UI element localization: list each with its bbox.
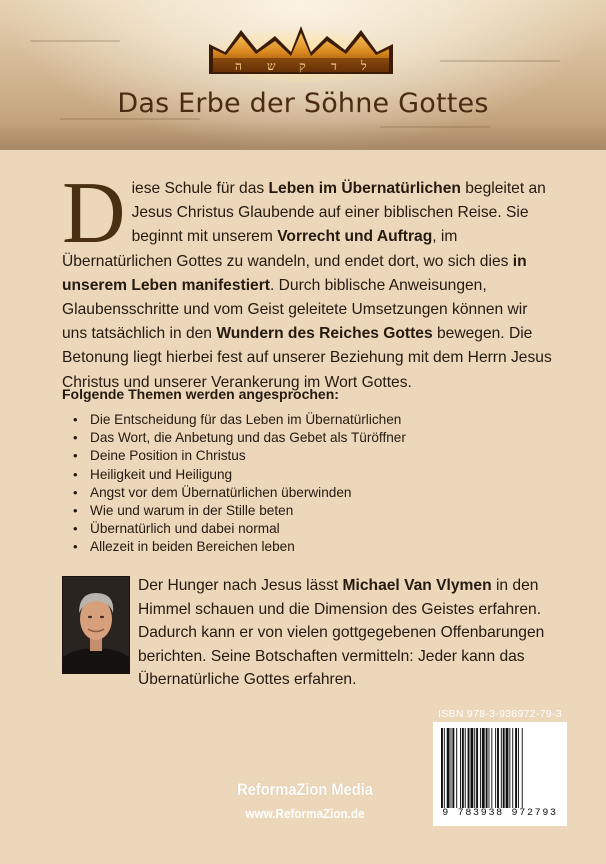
bullet-icon: • — [73, 484, 78, 500]
parchment-texture — [30, 40, 120, 42]
drop-cap: D — [62, 165, 126, 262]
description-text-run: begleitet an Jesus Christus Glaubende auf einer biblischen Reise. Sie beginnt mit unserem — [131, 180, 546, 246]
description-paragraph — [62, 165, 554, 395]
bullet-icon: • — [73, 448, 78, 464]
barcode-digits: 9 783938 972793 — [442, 808, 558, 819]
barcode-bar — [447, 728, 450, 808]
barcode-bar — [495, 728, 496, 808]
barcode-bar — [470, 728, 473, 808]
barcode — [433, 722, 567, 826]
publisher-name: ReformaZion Media — [237, 780, 373, 799]
barcode-bar — [512, 728, 513, 808]
barcode-bar — [460, 728, 461, 808]
topic-list-item — [62, 502, 482, 520]
barcode-bar — [476, 728, 478, 808]
topic-list-item — [62, 484, 482, 502]
author-text-run: in den Himmel schauen und die Dimension des Geistes erfahren. Dadurch kann er von vielen gottgegebenen Offenbarungen berichten. Seine Botschaften vermitteln: Jeder kann das Übernatürliche Gottes erfahren. — [138, 577, 545, 689]
topics-list — [62, 411, 482, 557]
topic-list-item — [62, 538, 482, 556]
description-text-run: bewegen. Die Betonung liegt hierbei fest auf unserer Beziehung mit dem Herrn Jesus Christus und unserer Verankerung im Wort Gottes. — [62, 325, 552, 391]
barcode-bar — [503, 728, 505, 808]
description-text — [62, 165, 552, 391]
svg-text:ל: ל — [361, 59, 367, 73]
isbn-label: ISBN 978-3-938972-79-3 — [438, 708, 562, 720]
svg-text:ש: ש — [267, 59, 276, 73]
bullet-icon: • — [73, 430, 78, 446]
author-bio — [138, 574, 558, 692]
topic-list-item — [62, 429, 482, 447]
publisher-website: www.ReformaZion.de — [245, 806, 365, 821]
svg-text:ק: ק — [299, 59, 306, 73]
topic-text: Deine Position in Christus — [90, 448, 246, 464]
barcode-bar — [491, 728, 492, 808]
crown-icon — [205, 22, 397, 84]
description-text-run: , im Übernatürlichen Gottes zu wandeln, und endet dort, wo sich dies — [62, 228, 513, 270]
barcode-bar — [451, 728, 452, 808]
barcode-bar — [456, 728, 457, 808]
barcode-bar — [465, 728, 466, 808]
author-bio-text — [138, 577, 544, 688]
barcode-bar — [509, 728, 510, 808]
description-emphasis: in unserem Leben manifestiert — [62, 252, 527, 294]
barcode-bar — [444, 728, 445, 808]
header-shade — [0, 122, 606, 150]
topic-text: Allezeit in beiden Bereichen leben — [90, 539, 295, 555]
description-emphasis: Vorrecht und Auftrag — [277, 228, 433, 246]
barcode-bar — [441, 728, 443, 808]
topic-text: Wie und warum in der Stille beten — [90, 503, 294, 519]
barcode-bar — [486, 728, 488, 808]
barcode-bar — [480, 728, 481, 808]
topic-text: Die Entscheidung für das Leben im Übernatürlichen — [90, 412, 402, 427]
bullet-icon: • — [73, 466, 78, 482]
bullet-icon: • — [73, 521, 78, 537]
barcode-bar — [468, 728, 470, 808]
bullet-icon: • — [73, 539, 78, 555]
barcode-bar — [497, 728, 499, 808]
barcode-bar — [515, 728, 517, 808]
barcode-bar — [462, 728, 464, 808]
page-title: Das Erbe der Söhne Gottes — [117, 88, 489, 119]
barcode-bar — [452, 728, 454, 808]
topic-list-item — [62, 411, 482, 429]
topic-text: Heiligkeit und Heiligung — [90, 466, 233, 482]
author-photo — [62, 576, 130, 674]
parchment-texture — [440, 60, 560, 62]
bullet-icon: • — [73, 412, 78, 427]
barcode-bar — [522, 728, 523, 808]
bullet-icon: • — [73, 503, 78, 519]
description-emphasis: Wundern des Reiches Gottes — [216, 325, 433, 343]
barcode-bar — [518, 728, 519, 808]
topic-text: Übernatürlich und dabei normal — [90, 521, 280, 537]
description-emphasis: Leben im Übernatürlichen — [268, 180, 461, 197]
cover-header — [0, 0, 606, 150]
barcode-bar — [489, 728, 490, 808]
topic-text: Das Wort, die Anbetung und das Gebet als Türöffner — [90, 430, 406, 446]
topic-list-item — [62, 447, 482, 465]
topic-list-item — [62, 520, 482, 538]
topic-list-item — [62, 466, 482, 484]
barcode-bars — [441, 728, 561, 808]
barcode-bar — [474, 728, 475, 808]
description-text-run: iese Schule für das — [131, 180, 269, 197]
barcode-bar — [501, 728, 502, 808]
topics-heading: Folgende Themen werden angesprochen: — [62, 386, 339, 402]
description-text-run: . Durch biblische Anweisungen, Glaubensschritte und vom Geist geleitete Umsetzungen können wir uns tatsächlich in den — [62, 276, 528, 343]
barcode-bar — [482, 728, 485, 808]
svg-text:ה: ה — [235, 59, 242, 73]
topic-text: Angst vor dem Übernatürlichen überwinden — [90, 484, 352, 500]
author-text-run: Der Hunger nach Jesus lässt — [138, 577, 343, 594]
barcode-bar — [506, 728, 509, 808]
author-emphasis: Michael Van Vlymen — [342, 577, 492, 594]
svg-text:ד: ד — [331, 59, 337, 73]
